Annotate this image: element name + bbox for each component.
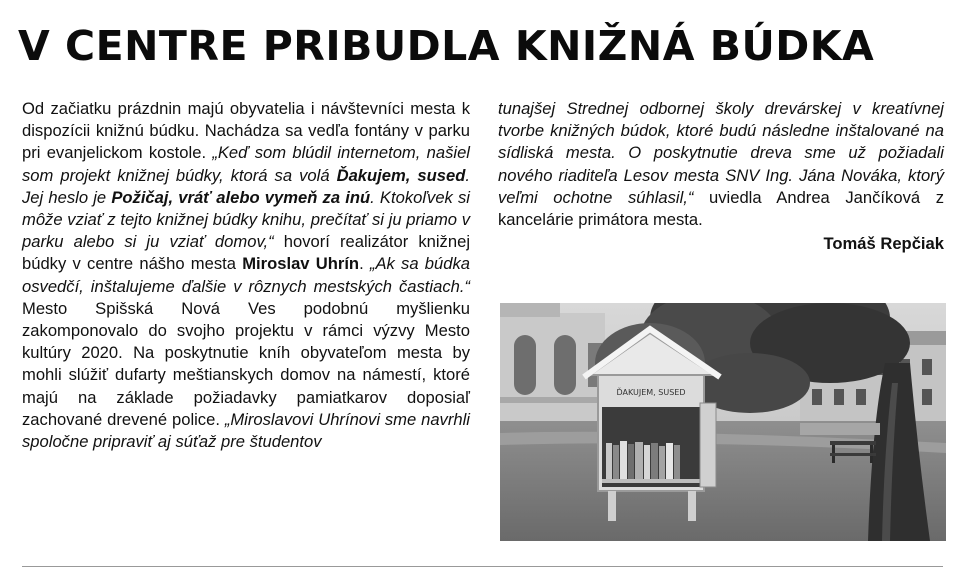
- book-box-sign: ĎAKUJEM, SUSED: [616, 388, 686, 397]
- quote-run: „Ak sa búdka osvedčí, inštalujeme ďalšie v rôznych mestských častiach.“: [22, 254, 470, 296]
- text-run: Mesto Spišská Nová Ves podobnú myšlienku zakomponovalo do svojho projektu v rámci výzvy Mesto kultúry 2020. Na poskytnutie kníh obyvateľom mesta by mohli slúžiť dufarty meštianskych domov na námestí, ktoré majú na základe požiadavky pamiatkarov doposiaľ zachované drevené police.: [22, 298, 470, 429]
- text-run: Od začiatku prázdnin majú obyvatelia i návštevníci mesta k dispozícii knižnú búdku. Nachádza sa vedľa fontány v parku pri evanjelickom kostole.: [22, 99, 470, 163]
- text-run: hovorí realizátor knižnej búdky v centre nášho mesta: [22, 232, 470, 274]
- article-column-left: [22, 98, 470, 453]
- book-box-photo: [500, 303, 946, 541]
- article-paragraph: [498, 98, 944, 231]
- article-column-right: [498, 98, 944, 255]
- project-name: Ďakujem, sused: [336, 165, 466, 185]
- quote-run: „Keď som blúdil internetom, našiel som projekt knižnej búdky, ktorá sa volá: [22, 143, 470, 185]
- text-run: .: [359, 254, 370, 274]
- bottom-rule: [22, 566, 943, 567]
- project-motto: Požičaj, vráť alebo vymeň za inú: [111, 187, 371, 207]
- article-paragraph: [22, 98, 470, 453]
- quote-run: „Miroslavovi Uhrínovi sme navrhli spoločne pripraviť aj súťaž pre študentov: [22, 409, 470, 452]
- text-run: uviedla Andrea Jančíková z kancelárie primátora mesta.: [498, 187, 944, 230]
- author-byline: Tomáš Repčiak: [823, 234, 944, 254]
- photo-illustration: [500, 303, 946, 541]
- quote-run: . Ktokoľvek si môže vziať z tejto knižnej búdky knihu, prečítať si ju priamo v parku alebo si ju vziať domov,“: [22, 187, 470, 252]
- church-building: [500, 303, 605, 423]
- headline: V CENTRE PRIBUDLA KNIŽNÁ BÚDKA: [18, 22, 875, 70]
- quote-run: . Jej heslo je: [22, 165, 470, 207]
- person-name: Miroslav Uhrín: [242, 254, 360, 274]
- quote-run: tunajšej Strednej odbornej školy drevárskej v kreatívnej tvorbe knižných búdok, ktoré budú následne inštalované na sídliská mesta. O poskytnutie dreva sme už požiadali nového riaditeľa Lesov mesta SNV Ing. Jána Nováka, ktorý veľmi ochotne súhlasil,“: [498, 99, 944, 207]
